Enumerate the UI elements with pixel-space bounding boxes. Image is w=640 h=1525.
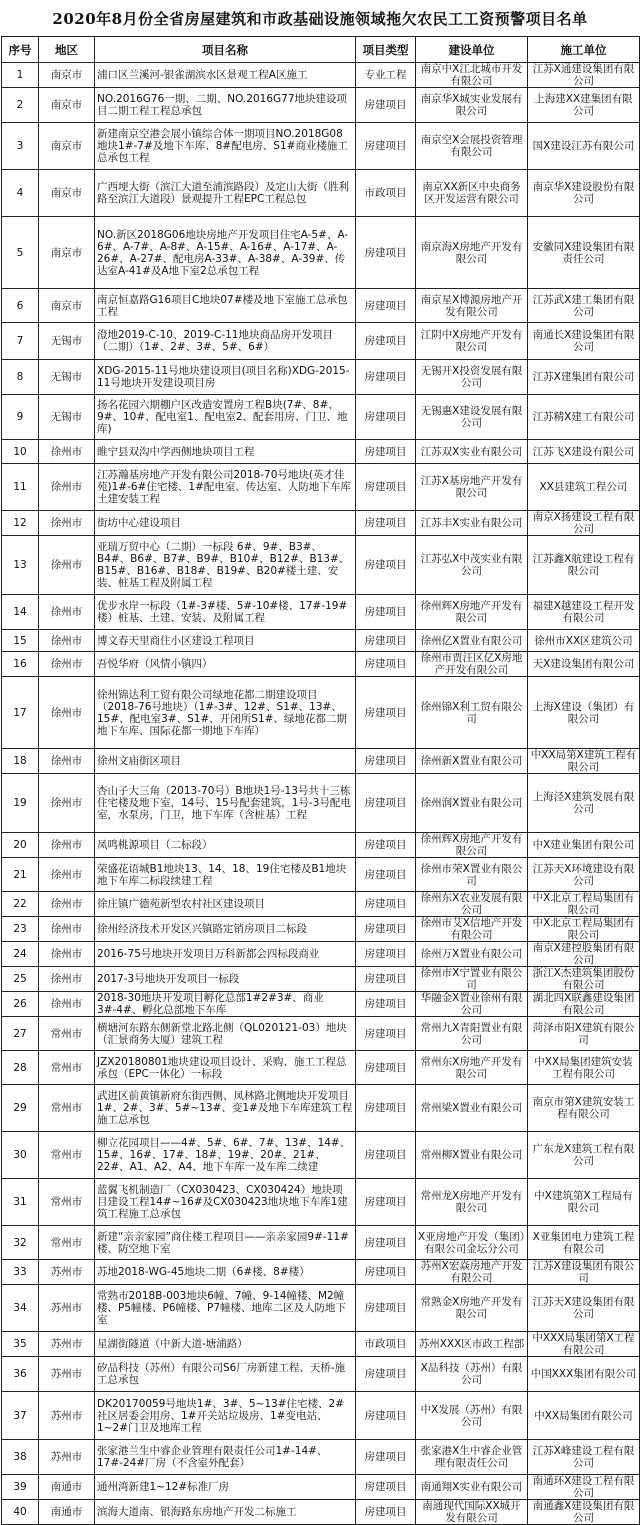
cell-region: 徐州市 [39, 464, 95, 511]
cell-builder: 南京空X会展投资管理有限公司 [416, 123, 528, 170]
cell-contractor: 上海泾X建筑发展有限公司 [528, 774, 640, 833]
cell-index: 2 [2, 88, 39, 123]
cell-project-name: 睢宁县双沟中学西侧地块项目工程 [95, 440, 356, 464]
cell-region: 徐州市 [39, 630, 95, 652]
table-row [2, 123, 640, 170]
cell-index: 25 [2, 967, 39, 992]
cell-contractor: 江苏飞X建设有限公司 [528, 440, 640, 464]
cell-index: 27 [2, 1017, 39, 1051]
cell-project-name: DK20170059号地块1#、3#、5~13#住宅楼、2#社区居委会用房、1#开关站垃圾房、1#变电站、1~2#门卫及地库工程 [95, 1392, 356, 1440]
cell-project-type: 房建项目 [356, 917, 416, 942]
cell-builder: 徐州东X农业发展有限公司 [416, 892, 528, 917]
cell-project-name: 通州湾新建1~12#标准厂房 [95, 1475, 356, 1500]
table-row [2, 1085, 640, 1132]
cell-project-type: 房建项目 [356, 749, 416, 774]
cell-index: 15 [2, 630, 39, 652]
cell-project-name: 广西埂大街（滨江大道至浦滨路段）及定山大街（胜利路至滨江大道段）景观提升工程EPC工程总包 [95, 170, 356, 217]
cell-contractor: 上海建XX建集团有限公司 [528, 88, 640, 123]
cell-builder: 徐州辉X房地产开发有限公司 [416, 595, 528, 630]
cell-builder: 徐州亿X置业有限公司 [416, 630, 528, 652]
header-contractor: 施工单位 [528, 37, 640, 63]
cell-contractor: 江苏武X建工集团有限公司 [528, 289, 640, 323]
cell-project-type: 房建项目 [356, 1226, 416, 1260]
cell-region: 常州市 [39, 1051, 95, 1085]
cell-contractor: 中X建筑第X工程局有限公司 [528, 1179, 640, 1226]
cell-project-type: 房建项目 [356, 677, 416, 749]
cell-project-name: 武进区前黄镇新府东街西侧、凤林路北侧地块开发项目1#、2#、3#、5#~13#、变1#及地下车库建筑工程施工总承包 [95, 1085, 356, 1132]
cell-project-type: 房建项目 [356, 942, 416, 967]
cell-region: 南京市 [39, 217, 95, 289]
table-row [2, 536, 640, 595]
table-row [2, 1226, 640, 1260]
cell-contractor: 南通鑫X建设集团有限公司 [528, 1500, 640, 1525]
cell-builder: 无锡开X投资发展有限公司 [416, 360, 528, 395]
table-row [2, 360, 640, 395]
cell-project-name: 亚瑞万贸中心（二期）一标段 6#、9#、B3#、B4#、B6#、B7#、B9#、B10#、B12#、B13#、B15#、B16#、B18#、B19#、B20#楼土建、安装、桩基工程及附属工程 [95, 536, 356, 595]
table-row [2, 395, 640, 440]
cell-builder: 常州九X青阳置业有限公司 [416, 1017, 528, 1051]
cell-region: 南京市 [39, 123, 95, 170]
cell-project-name: 凤鸣桃源项目（二标段） [95, 833, 356, 858]
table-row [2, 833, 640, 858]
cell-project-type: 专业工程 [356, 63, 416, 88]
cell-project-type: 房建项目 [356, 511, 416, 536]
cell-contractor: 福建X越建设工程开发有限公司 [528, 595, 640, 630]
cell-project-name: 荣盛花语城B1地块13、14、18、19住宅楼及B1地块地下车库二标段续建工程 [95, 858, 356, 892]
cell-index: 35 [2, 1332, 39, 1357]
cell-project-name: 徐州经济技术开发区兴镇路定销房项目二标段 [95, 917, 356, 942]
cell-region: 南通市 [39, 1500, 95, 1525]
cell-project-name: 澄地2019-C-10、2019-C-11地块商品房开发项目（二期）（1#、2#、3#、5#、6#） [95, 323, 356, 360]
header-project-name: 项目名称 [95, 37, 356, 63]
cell-index: 4 [2, 170, 39, 217]
cell-index: 29 [2, 1085, 39, 1132]
cell-project-type: 房建项目 [356, 217, 416, 289]
table-row [2, 170, 640, 217]
cell-region: 无锡市 [39, 395, 95, 440]
table-row [2, 630, 640, 652]
cell-contractor: XX县建筑工程公司 [528, 464, 640, 511]
table-row [2, 1132, 640, 1179]
cell-project-type: 房建项目 [356, 774, 416, 833]
table-row [2, 217, 640, 289]
cell-index: 38 [2, 1440, 39, 1475]
cell-contractor: 安徽同X建设集团有限责任公司 [528, 217, 640, 289]
cell-builder: 苏州XXX区市政工程部 [416, 1332, 528, 1357]
cell-builder: 中X发展（苏州）有限公司 [416, 1392, 528, 1440]
cell-builder: 徐州万X置业有限公司 [416, 942, 528, 967]
header-region: 地区 [39, 37, 95, 63]
cell-project-name: 常熟市2018B-003地块6幢、7幢、9-14幢楼、M2幢楼、P5幢楼、P6幢楼、P7幢楼、地库二区及人防地下室 [95, 1285, 356, 1332]
cell-contractor: 国X建设江苏有限公司 [528, 123, 640, 170]
cell-region: 徐州市 [39, 917, 95, 942]
cell-builder: 南通翔X实业有限公司 [416, 1475, 528, 1500]
cell-index: 22 [2, 892, 39, 917]
cell-project-type: 房建项目 [356, 630, 416, 652]
cell-project-type: 房建项目 [356, 1440, 416, 1475]
cell-project-name: NO.新区2018G06地块房地产开发项目住宅A-5#、A-6#、A-7#、A-8#、A-15#、A-16#、A-17#、A-26#、A-27#、配电房A-33#、A-38#、A-39#、传达室A-41#及A地下室2总承包工程 [95, 217, 356, 289]
cell-region: 徐州市 [39, 833, 95, 858]
cell-project-type: 房建项目 [356, 360, 416, 395]
cell-project-name: 博文春天里商住小区建设工程项目 [95, 630, 356, 652]
cell-project-name: 柳立花园项目——4#、5#、6#、7#、13#、14#、15#、16#、17#、18#、19#、20#、21#、22#、A1、A2、A4、地下车库一及车库二续建 [95, 1132, 356, 1179]
cell-region: 南京市 [39, 63, 95, 88]
cell-builder: 江阴中X房地产开发有限公司 [416, 323, 528, 360]
table-row [2, 917, 640, 942]
table-row [2, 323, 640, 360]
cell-project-name: NO.2016G76一期、二期、NO.2016G77地块建设项目二期工程工程总承包 [95, 88, 356, 123]
cell-builder: 江苏弘X中茂实业有限公司 [416, 536, 528, 595]
cell-project-name: 蓝翼飞机制造厂（CX030423、CX030424）地块项目建设工程14#~16#及CX030423地块地下车库1建筑工程施工总承包 [95, 1179, 356, 1226]
cell-project-type: 房建项目 [356, 1051, 416, 1085]
cell-index: 3 [2, 123, 39, 170]
table-row [2, 1051, 640, 1085]
cell-project-name: 徐庄镇广德苑新型农村社区建设项目 [95, 892, 356, 917]
cell-project-name: 星湖街隧道（中新大道-塘浦路） [95, 1332, 356, 1357]
cell-project-name: 张家港兰生中睿企业管理有限责任公司1#-14#、17#-24#厂房（不含室外配套） [95, 1440, 356, 1475]
table-row [2, 1285, 640, 1332]
cell-project-type: 房建项目 [356, 652, 416, 677]
cell-builder: 江苏丰X实业有限公司 [416, 511, 528, 536]
cell-builder: 徐州新X置业有限公司 [416, 749, 528, 774]
cell-region: 徐州市 [39, 774, 95, 833]
cell-project-name: 优步水岸一标段（1#-3#楼、5#-10#楼、17#-19#楼）桩基、土建、安装、及附属工程 [95, 595, 356, 630]
cell-builder: 华融金X置业徐州有限公司 [416, 992, 528, 1017]
cell-project-name: 南京恒嘉路G16项目C地块07#楼及地下室施工总承包工程 [95, 289, 356, 323]
cell-region: 徐州市 [39, 652, 95, 677]
cell-contractor: 江苏X峰建设工程有限公司 [528, 1440, 640, 1475]
cell-contractor: 南京华X建设股份有限公司 [528, 170, 640, 217]
cell-project-type: 房建项目 [356, 323, 416, 360]
cell-project-name: 新建“亲亲家园”商住楼工程项目——亲亲家园9#-11#楼、防空地下室 [95, 1226, 356, 1260]
cell-index: 5 [2, 217, 39, 289]
cell-project-type: 房建项目 [356, 1357, 416, 1392]
cell-contractor: 中XX局集团有限公司 [528, 1392, 640, 1440]
cell-contractor: 南通长X建设集团有限公司 [528, 323, 640, 360]
cell-contractor: 徐州市XX区建筑公司 [528, 630, 640, 652]
cell-region: 常州市 [39, 1226, 95, 1260]
cell-project-type: 房建项目 [356, 1475, 416, 1500]
cell-builder: 张家港X生中睿企业管理有限责任公司 [416, 1440, 528, 1475]
cell-builder: 常州龙X房地产开发有限公司 [416, 1179, 528, 1226]
cell-contractor: 南京市第X建筑安装工程有限公司 [528, 1085, 640, 1132]
cell-project-type: 房建项目 [356, 464, 416, 511]
cell-index: 13 [2, 536, 39, 595]
cell-builder: 徐州辉X房地产开发有限公司 [416, 833, 528, 858]
cell-builder: 徐州锦X利工贸有限公司 [416, 677, 528, 749]
cell-contractor: 中X北京工程局集团有限公司 [528, 917, 640, 942]
document-title: 2020年8月份全省房屋建筑和市政基础设施领域拖欠农民工工资预警项目名单 [52, 9, 588, 28]
cell-index: 20 [2, 833, 39, 858]
cell-index: 26 [2, 992, 39, 1017]
cell-builder: 江苏双X实业有限公司 [416, 440, 528, 464]
cell-builder: X亚房地产开发（集团）有限公司金坛分公司 [416, 1226, 528, 1260]
cell-region: 徐州市 [39, 511, 95, 536]
cell-index: 23 [2, 917, 39, 942]
cell-builder: 常州柳X置业有限公司 [416, 1132, 528, 1179]
cell-contractor: 中XX局集团建筑安装工程有限公司 [528, 1051, 640, 1085]
table-row [2, 1475, 640, 1500]
cell-project-type: 房建项目 [356, 440, 416, 464]
table-row [2, 1357, 640, 1392]
cell-project-type: 房建项目 [356, 536, 416, 595]
cell-index: 17 [2, 677, 39, 749]
cell-contractor: 江苏天X建设集团有限公司 [528, 1285, 640, 1332]
cell-project-type: 房建项目 [356, 992, 416, 1017]
cell-project-name: 徐州文庙街区项目 [95, 749, 356, 774]
cell-index: 11 [2, 464, 39, 511]
cell-builder: 徐州市荣X置业有限公司 [416, 858, 528, 892]
cell-project-name: 吾悦华府（风情小镇四） [95, 652, 356, 677]
cell-region: 徐州市 [39, 858, 95, 892]
cell-index: 21 [2, 858, 39, 892]
cell-region: 无锡市 [39, 323, 95, 360]
cell-index: 10 [2, 440, 39, 464]
table-row [2, 967, 640, 992]
cell-project-name: 新建南京空港会展小镇综合体一期项目NO.2018G08地块1#-7#及地下车库、8#配电房、S1#商业楼施工总承包工程 [95, 123, 356, 170]
cell-project-type: 房建项目 [356, 858, 416, 892]
cell-contractor: 江苏X建集团有限公司 [528, 360, 640, 395]
cell-project-type: 房建项目 [356, 395, 416, 440]
cell-contractor: 南京X建控股集团有限公司 [528, 942, 640, 967]
cell-contractor: 上海X建设（集团）有限公司 [528, 677, 640, 749]
cell-project-name: XDG-2015-11号地块建设项目(项目名称)XDG-2015-11号地块开发建设项目房 [95, 360, 356, 395]
cell-builder: 南京星X博源房地产开发有限公司 [416, 289, 528, 323]
cell-builder: 南京海X房地产开发有限公司 [416, 217, 528, 289]
cell-builder: 南京华X城实业发展有限公司 [416, 88, 528, 123]
table-row [2, 749, 640, 774]
cell-project-name: 矽品科技（苏州）有限公司S6厂房新建工程、天桥-施工总承包 [95, 1357, 356, 1392]
cell-project-type: 房建项目 [356, 595, 416, 630]
cell-index: 37 [2, 1392, 39, 1440]
cell-builder: 无锡惠X建设发展有限公司 [416, 395, 528, 440]
cell-index: 39 [2, 1475, 39, 1500]
table-row [2, 774, 640, 833]
cell-region: 南京市 [39, 170, 95, 217]
cell-contractor: 中国XXX集团有限公司 [528, 1357, 640, 1392]
table-row [2, 63, 640, 88]
cell-contractor: 江苏鑫X航建设工程有限公司 [528, 536, 640, 595]
table-row [2, 892, 640, 917]
cell-project-type: 房建项目 [356, 1179, 416, 1226]
cell-contractor: 江苏X通建设集团有限公司 [528, 63, 640, 88]
cell-region: 常州市 [39, 1179, 95, 1226]
cell-region: 苏州市 [39, 1285, 95, 1332]
table-header-row [2, 37, 640, 63]
table-row [2, 942, 640, 967]
cell-project-type: 房建项目 [356, 833, 416, 858]
cell-project-type: 房建项目 [356, 88, 416, 123]
cell-project-name: 苏地2018-WG-45地块二期（6#楼、8#楼） [95, 1260, 356, 1285]
cell-builder: 南京中X江北城市开发有限公司 [416, 63, 528, 88]
cell-region: 苏州市 [39, 1357, 95, 1392]
cell-builder: 徐州润X置业有限公司 [416, 774, 528, 833]
cell-project-type: 房建项目 [356, 967, 416, 992]
cell-index: 34 [2, 1285, 39, 1332]
cell-index: 8 [2, 360, 39, 395]
cell-project-name: 扬名花园六期棚户区改造安置房工程B块(7#、8#、9#、10#、配电室1、配电室2、配套用房、门卫、地库) [95, 395, 356, 440]
cell-contractor: 中XXX局集团第X工程有限公司 [528, 1332, 640, 1357]
cell-builder: 常熟金X房地产开发有限公司 [416, 1285, 528, 1332]
cell-index: 28 [2, 1051, 39, 1085]
cell-project-type: 市政项目 [356, 1332, 416, 1357]
cell-builder: 江苏X基房地产开发有限公司 [416, 464, 528, 511]
cell-index: 33 [2, 1260, 39, 1285]
cell-contractor: 中X北京工程局集团有限公司 [528, 892, 640, 917]
cell-contractor: 广东龙X建筑工程有限公司 [528, 1132, 640, 1179]
cell-contractor: 江苏天X环境建设有限公司 [528, 858, 640, 892]
cell-builder: 常州东X房地产开发有限公司 [416, 1051, 528, 1085]
cell-index: 19 [2, 774, 39, 833]
cell-index: 16 [2, 652, 39, 677]
cell-region: 无锡市 [39, 360, 95, 395]
cell-region: 徐州市 [39, 992, 95, 1017]
header-index: 序号 [2, 37, 39, 63]
cell-contractor: 菏泽市阳X建筑有限公司 [528, 1017, 640, 1051]
cell-builder: 苏州X宏焱房地产开发有限公司 [416, 1260, 528, 1285]
cell-index: 40 [2, 1500, 39, 1525]
table-row [2, 511, 640, 536]
cell-project-name: 滨海大道南、银海路东房地产开发二标施工 [95, 1500, 356, 1525]
cell-project-type: 房建项目 [356, 1260, 416, 1285]
cell-contractor: 江苏精X建工有限公司 [528, 395, 640, 440]
table-row [2, 595, 640, 630]
cell-project-name: 2016-75号地块开发项目万科新都会四标段商业 [95, 942, 356, 967]
cell-project-name: 2018-30地块开发项目孵化总部1#2#3#、商业3#-4#、孵化总部地下车库 [95, 992, 356, 1017]
table-row [2, 88, 640, 123]
cell-project-name: 横塘河东路东侧新堂北路北侧（QL020121-03）地块（汇景商务大厦）建筑工程 [95, 1017, 356, 1051]
cell-builder: 徐州市X宁置业有限公司 [416, 967, 528, 992]
cell-contractor: 南通环X建设工程有限公司 [528, 1475, 640, 1500]
cell-region: 徐州市 [39, 536, 95, 595]
table-row [2, 858, 640, 892]
header-builder: 建设单位 [416, 37, 528, 63]
cell-region: 常州市 [39, 1085, 95, 1132]
table-row [2, 1260, 640, 1285]
cell-contractor: 天X建设集团有限公司 [528, 652, 640, 677]
cell-index: 30 [2, 1132, 39, 1179]
cell-contractor: 南京X扬建设工程有限公司 [528, 511, 640, 536]
header-project-type: 项目类型 [356, 37, 416, 63]
cell-index: 6 [2, 289, 39, 323]
cell-region: 苏州市 [39, 1260, 95, 1285]
cell-project-name: 街坊中心建设项目 [95, 511, 356, 536]
cell-region: 常州市 [39, 1017, 95, 1051]
table-row [2, 1392, 640, 1440]
cell-builder: X品科技（苏州）有限公司 [416, 1357, 528, 1392]
table-row [2, 1017, 640, 1051]
cell-project-name: 2017-3号地块开发项目一标段 [95, 967, 356, 992]
cell-builder: 徐州市贾汪区亿X房地产开发有限公司 [416, 652, 528, 677]
cell-region: 苏州市 [39, 1440, 95, 1475]
table-row [2, 440, 640, 464]
cell-builder: 南通现代国际XX城开发有限公司 [416, 1500, 528, 1525]
cell-contractor: X亚集团电力建筑工程有限公司 [528, 1226, 640, 1260]
table-row [2, 677, 640, 749]
cell-project-type: 房建项目 [356, 1085, 416, 1132]
table-row [2, 1440, 640, 1475]
cell-index: 18 [2, 749, 39, 774]
cell-contractor: 浙江X杰建筑集团股份有限公司 [528, 967, 640, 992]
cell-project-type: 市政项目 [356, 170, 416, 217]
cell-project-type: 房建项目 [356, 892, 416, 917]
cell-builder: 徐州市艾X信地产开发有限公司 [416, 917, 528, 942]
cell-project-name: 浦口区兰溪河-银雀湖滨水区景观工程A区施工 [95, 63, 356, 88]
cell-contractor: 中X建业集团有限公司 [528, 833, 640, 858]
table-row [2, 652, 640, 677]
cell-region: 徐州市 [39, 967, 95, 992]
cell-project-name: 江苏瀚基房地产开发有限公司2018-70号地块(英才佳苑)1#-6#住宅楼、1#配电室、传达室、人防地下车库土建安装工程 [95, 464, 356, 511]
table-row [2, 1500, 640, 1525]
cell-project-name: 杏山子大三角（2013-70号）B地块1号-13号共十三栋住宅楼及地下室，14号、15号配套建筑，1号-3号配电室，水泵房，门卫，地下车库（含桩基）工程 [95, 774, 356, 833]
cell-region: 徐州市 [39, 942, 95, 967]
table-row [2, 1332, 640, 1357]
cell-builder: 常州梁X置业有限公司 [416, 1085, 528, 1132]
cell-project-name: JZX20180801地块建设项目设计、采购、施工工程总承包（EPC一体化）一标段 [95, 1051, 356, 1085]
cell-index: 32 [2, 1226, 39, 1260]
cell-region: 苏州市 [39, 1392, 95, 1440]
table-row [2, 289, 640, 323]
cell-builder: 南京XX新区中央商务区开发运营有限公司 [416, 170, 528, 217]
cell-contractor: 湖北四X联鑫建设集团有限公司 [528, 992, 640, 1017]
cell-region: 徐州市 [39, 440, 95, 464]
cell-region: 徐州市 [39, 892, 95, 917]
cell-index: 9 [2, 395, 39, 440]
cell-region: 南京市 [39, 289, 95, 323]
cell-index: 7 [2, 323, 39, 360]
cell-region: 常州市 [39, 1132, 95, 1179]
cell-index: 24 [2, 942, 39, 967]
cell-project-name: 徐州锦达利工贸有限公司绿地花都二期建设项目（2018-76号地块）（1#-3#、12#、S1#、13#、15#、配电室3#、S1#、开闭所S1#、绿地花都二期地下车库、国际花都一期地下车库） [95, 677, 356, 749]
cell-project-type: 房建项目 [356, 289, 416, 323]
cell-region: 南京市 [39, 88, 95, 123]
table-row [2, 992, 640, 1017]
cell-region: 苏州市 [39, 1332, 95, 1357]
cell-index: 31 [2, 1179, 39, 1226]
cell-region: 南通市 [39, 1475, 95, 1500]
cell-project-type: 房建项目 [356, 1392, 416, 1440]
cell-project-type: 房建项目 [356, 123, 416, 170]
cell-region: 徐州市 [39, 749, 95, 774]
cell-index: 12 [2, 511, 39, 536]
cell-index: 14 [2, 595, 39, 630]
cell-project-type: 房建项目 [356, 1500, 416, 1525]
cell-project-type: 房建项目 [356, 1132, 416, 1179]
table-row [2, 1179, 640, 1226]
cell-region: 徐州市 [39, 677, 95, 749]
cell-contractor: 江苏X建设集团有限公司 [528, 1260, 640, 1285]
warning-project-table [1, 36, 640, 1525]
cell-contractor: 中XX局第X建筑工程有限公司 [528, 749, 640, 774]
cell-project-type: 房建项目 [356, 1017, 416, 1051]
cell-index: 1 [2, 63, 39, 88]
cell-index: 36 [2, 1357, 39, 1392]
table-row [2, 464, 640, 511]
cell-region: 徐州市 [39, 595, 95, 630]
cell-project-type: 房建项目 [356, 1285, 416, 1332]
